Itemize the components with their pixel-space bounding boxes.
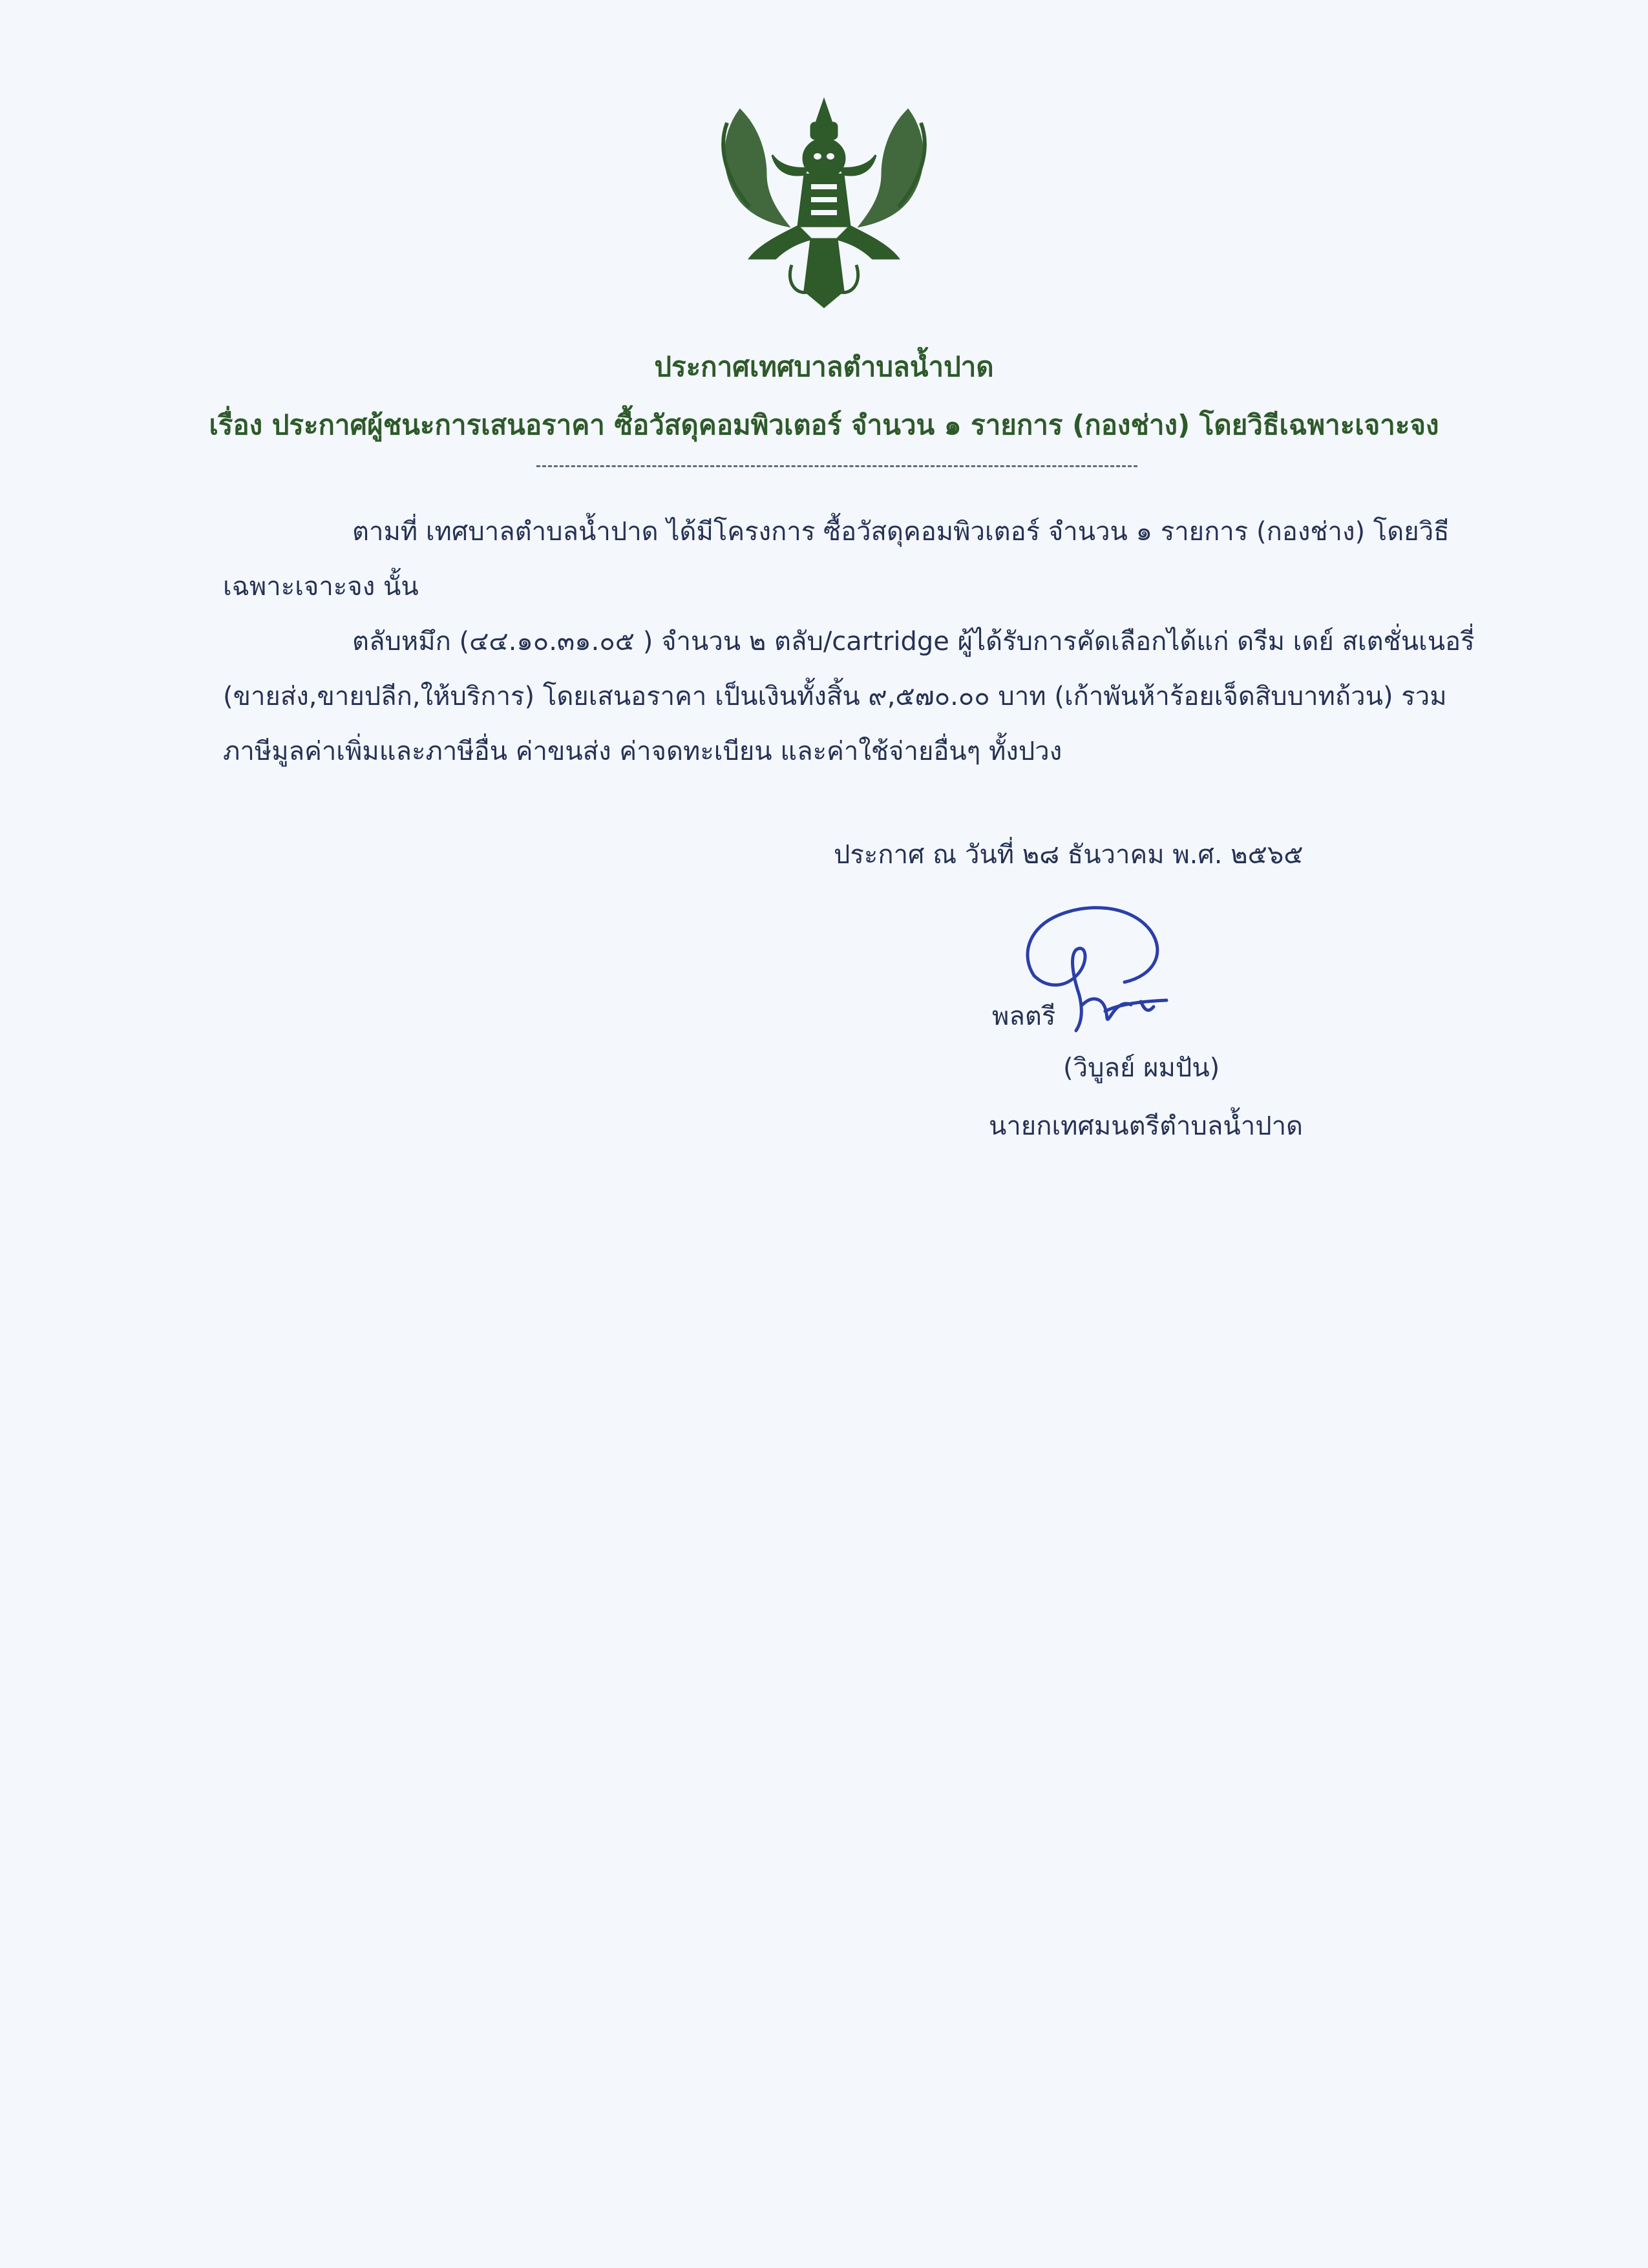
paragraph-2-line-1: ตลับหมึก (๔๔.๑๐.๓๑.๐๕ ) จำนวน ๒ ตลับ/cartridge ผู้ได้รับการคัดเลือกได้แก่ ดรีม เดย์ สเตชั่นเนอรี่ — [352, 627, 1475, 656]
paragraph-2-line-3: ภาษีมูลค่าเพิ่มและภาษีอื่น ค่าขนส่ง ค่าจดทะเบียน และค่าใช้จ่ายอื่นๆ ทั้งปวง — [223, 737, 1062, 766]
announcement-title: ประกาศเทศบาลตำบลน้ำปาด — [654, 351, 994, 383]
signatory-rank: พลตรี — [992, 1002, 1056, 1031]
separator-line — [536, 465, 1137, 467]
paragraph-2-line-2: (ขายส่ง,ขายปลีก,ให้บริการ) โดยเสนอราคา เป็นเงินทั้งสิ้น ๙,๕๗๐.๐๐ บาท (เก้าพันห้าร้อยเจ็ดสิบบาทถ้วน) รวม — [223, 682, 1447, 711]
announcement-date: ประกาศ ณ วันที่ ๒๘ ธันวาคม พ.ศ. ๒๕๖๕ — [834, 840, 1304, 870]
announcement-subject: เรื่อง ประกาศผู้ชนะการเสนอราคา ซื้อวัสดุคอมพิวเตอร์ จำนวน ๑ รายการ (กองช่าง) โดยวิธีเฉพาะเจาะจง — [209, 409, 1439, 441]
garuda-emblem-icon — [714, 97, 934, 310]
signatory-position: นายกเทศมนตรีตำบลน้ำปาด — [989, 1111, 1304, 1141]
paragraph-1-line-1: ตามที่ เทศบาลตำบลน้ำปาด ได้มีโครงการ ซื้อวัสดุคอมพิวเตอร์ จำนวน ๑ รายการ (กองช่าง) โดยวิธี — [352, 517, 1450, 547]
signatory-name: (วิบูลย์ ผมปัน) — [1063, 1053, 1220, 1083]
paragraph-1-line-2: เฉพาะเจาะจง นั้น — [223, 572, 419, 602]
